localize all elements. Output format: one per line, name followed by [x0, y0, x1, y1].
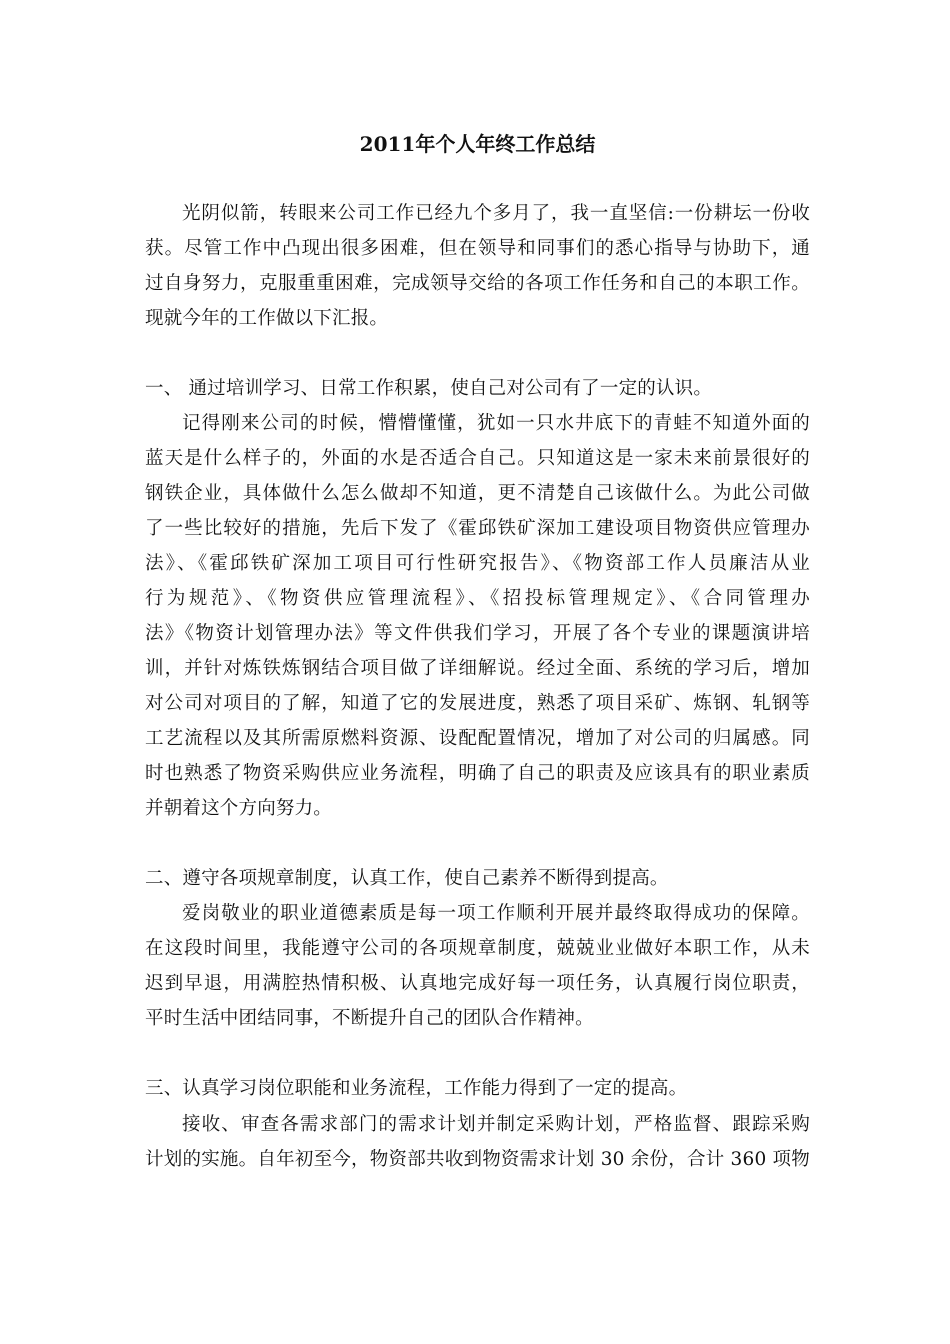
text-line: 行为规范》、《物资供应管理流程》、《招投标管理规定》、《合同管理办 [145, 588, 810, 609]
text-line: 在这段时间里，我能遵守公司的各项规章制度，兢兢业业做好本职工作，从未 [145, 938, 810, 959]
text-line: 接收、审查各需求部门的需求计划并制定采购计划，严格监督、跟踪采购 [182, 1114, 810, 1135]
text-line: 法》、《霍邱铁矿深加工项目可行性研究报告》、《物资部工作人员廉洁从业 [145, 553, 810, 574]
text-line: 三、认真学习岗位职能和业务流程，工作能力得到了一定的提高。 [145, 1078, 688, 1099]
text-line: 工艺流程以及其所需原燃料资源、设配配置情况，增加了对公司的归属感。同 [145, 728, 810, 749]
text-line: 计划的实施。自年初至今，物资部共收到物资需求计划 30 余份，合计 360 项物 [145, 1149, 810, 1170]
text-line: 蓝天是什么样子的，外面的水是否适合自己。只知道这是一家未来前景很好的 [145, 448, 810, 469]
text-line: 爱岗敬业的职业道德素质是每一项工作顺利开展并最终取得成功的保障。 [182, 903, 810, 924]
text-line: 训，并针对炼铁炼钢结合项目做了详细解说。经过全面、系统的学习后，增加 [145, 658, 810, 679]
text-line: 时也熟悉了物资采购供应业务流程，明确了自己的职责及应该具有的职业素质 [145, 763, 810, 784]
text-line: 现就今年的工作做以下汇报。 [145, 308, 389, 329]
text-line: 法》《物资计划管理办法》等文件供我们学习，开展了各个专业的课题演讲培 [145, 623, 810, 644]
text-line: 钢铁企业，具体做什么怎么做却不知道，更不清楚自己该做什么。为此公司做 [145, 483, 810, 504]
text-line: 对公司对项目的了解，知道了它的发展进度，熟悉了项目采矿、炼钢、轧钢等 [145, 693, 810, 714]
text-line: 二、遵守各项规章制度，认真工作，使自己素养不断得到提高。 [145, 868, 669, 889]
text-line: 记得刚来公司的时候，懵懵懂懂，犹如一只水井底下的青蛙不知道外面的 [182, 413, 810, 434]
text-line: 过自身努力，克服重重困难，完成领导交给的各项工作任务和自己的本职工作。 [145, 273, 810, 294]
text-line: 迟到早退，用满腔热情积极、认真地完成好每一项任务，认真履行岗位职责， [145, 973, 810, 994]
document-title: 2011年个人年终工作总结 [359, 132, 596, 156]
text-line: 获。尽管工作中凸现出很多困难，但在领导和同事们的悉心指导与协助下，通 [145, 238, 810, 259]
text-line: 了一些比较好的措施，先后下发了《霍邱铁矿深加工建设项目物资供应管理办 [145, 518, 810, 539]
text-line: 并朝着这个方向努力。 [145, 798, 333, 819]
text-line: 一、 通过培训学习、日常工作积累，使自己对公司有了一定的认识。 [145, 378, 713, 399]
text-line: 光阴似箭，转眼来公司工作已经九个多月了，我一直坚信:一份耕坛一份收 [182, 203, 810, 224]
text-line: 平时生活中团结同事，不断提升自己的团队合作精神。 [145, 1008, 594, 1029]
